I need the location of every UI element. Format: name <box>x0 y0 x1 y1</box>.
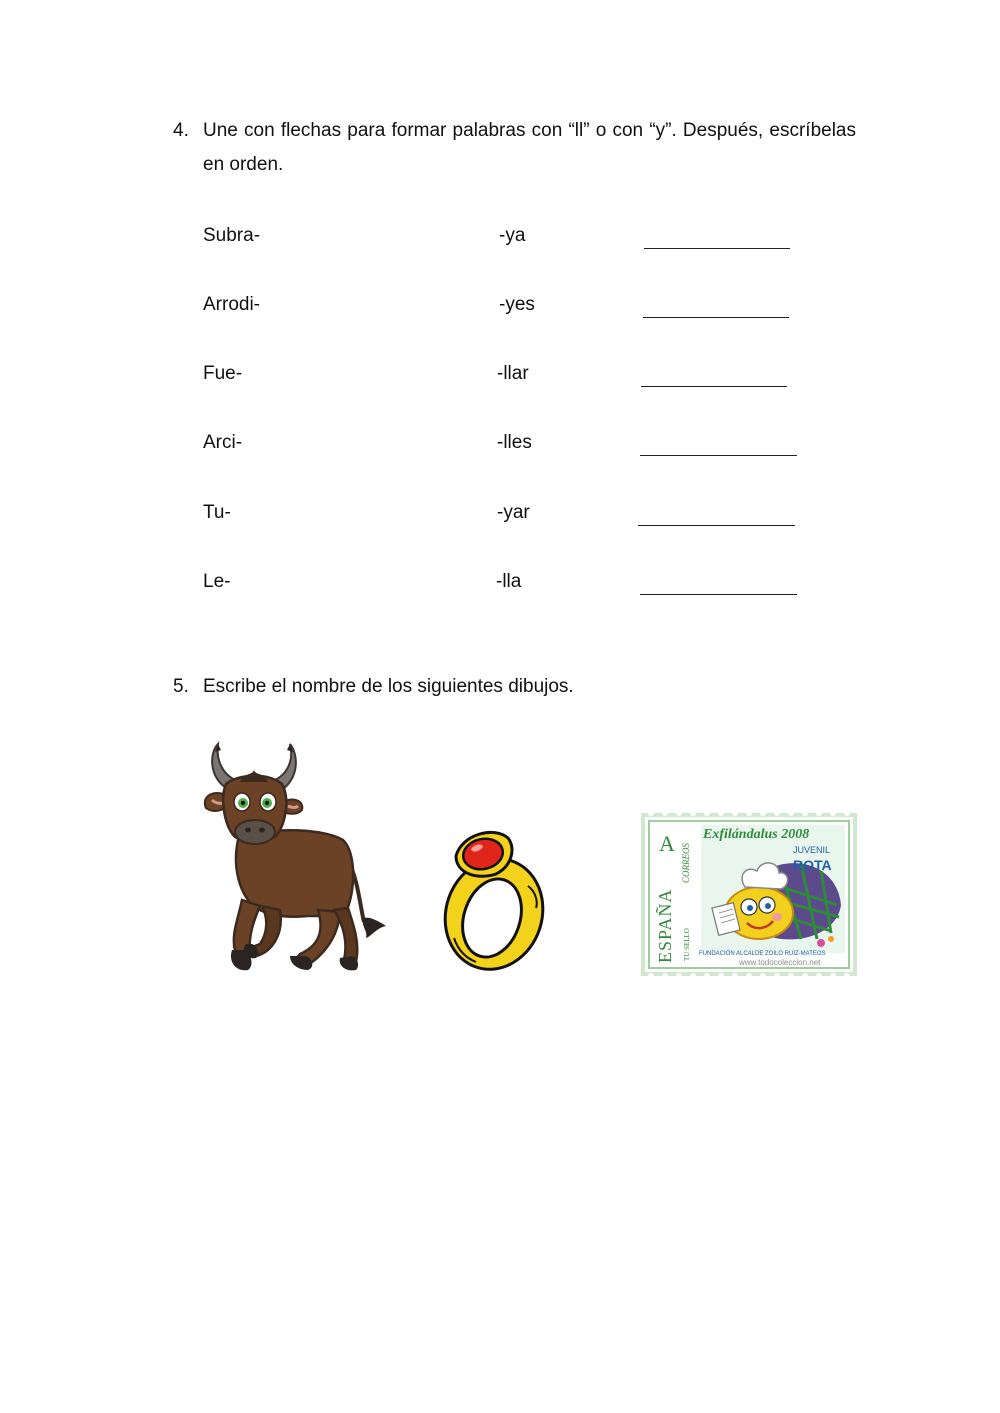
match-row <box>0 358 1000 392</box>
stamp-series: TU SELLO <box>683 928 691 961</box>
stamp-country: ESPAÑA <box>655 888 675 963</box>
word-prefix: Tu- <box>203 502 231 523</box>
answer-blank[interactable] <box>643 317 789 318</box>
answer-blank[interactable] <box>638 525 795 526</box>
word-prefix: Fue- <box>203 363 243 384</box>
word-suffix: -yes <box>499 294 535 315</box>
word-prefix: Le- <box>203 571 231 592</box>
stamp-value: A <box>659 831 675 856</box>
word-suffix: -lla <box>496 571 522 592</box>
word-suffix: -ya <box>499 225 526 246</box>
question-5-number: 5. <box>173 676 189 697</box>
stamp-icon <box>641 813 857 976</box>
question-5-text: Escribe el nombre de los siguientes dibujos. <box>203 676 574 697</box>
answer-blank[interactable] <box>641 386 787 387</box>
answer-blank[interactable] <box>644 248 790 249</box>
word-suffix: -yar <box>497 502 530 523</box>
stamp-subtitle: JUVENIL <box>793 845 831 855</box>
stamp-post: CORREOS <box>681 843 691 883</box>
stamp-foundation: FUNDACIÓN ALCALDE ZOILO RUIZ-MATEOS <box>699 951 826 957</box>
stamp-place: ROTA <box>793 857 832 873</box>
match-row <box>0 220 1000 254</box>
question-4-text: Une con flechas para formar palabras con “ll” o con “y”. Después, escríbelas en orden. <box>203 120 856 175</box>
word-prefix: Arrodi- <box>203 294 261 315</box>
stamp-watermark: www.todocoleccion.net <box>739 958 821 967</box>
word-suffix: -lles <box>497 432 532 453</box>
word-prefix: Arci- <box>203 432 243 453</box>
match-row <box>0 566 1000 600</box>
ring-icon <box>432 826 557 976</box>
bull-icon <box>198 740 390 980</box>
match-row <box>0 497 1000 531</box>
match-row <box>0 289 1000 323</box>
answer-blank[interactable] <box>640 455 797 456</box>
question-4-number: 4. <box>173 120 189 141</box>
match-row <box>0 427 1000 461</box>
word-suffix: -llar <box>497 363 529 384</box>
answer-blank[interactable] <box>640 594 797 595</box>
word-prefix: Subra- <box>203 225 261 246</box>
stamp-title: Exfilándalus 2008 <box>703 827 810 842</box>
